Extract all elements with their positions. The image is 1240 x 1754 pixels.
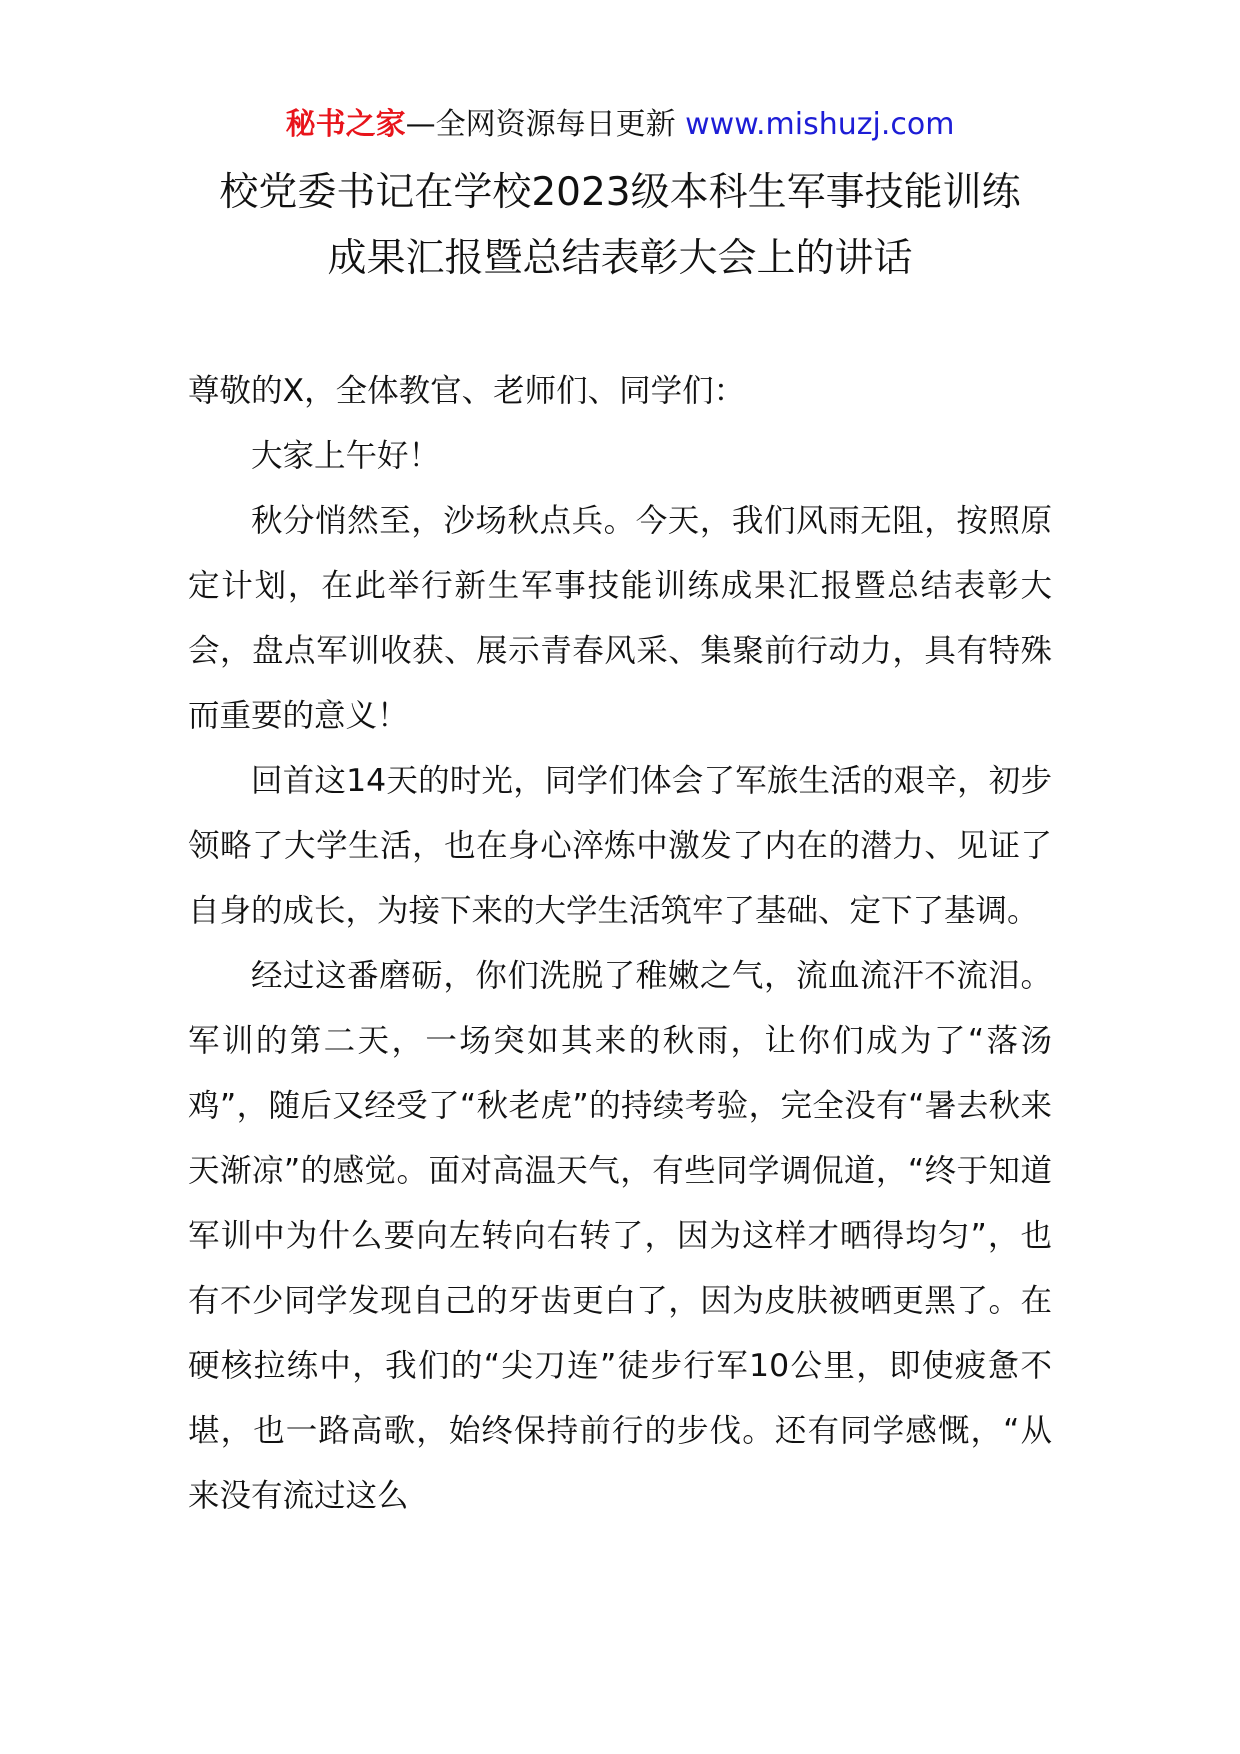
document-title [0, 160, 1240, 292]
brand-name: 秘书之家 [285, 107, 406, 142]
body-paragraph: 秋分悄然至，沙场秋点兵。今天，我们风雨无阻，按照原定计划，在此举行新生军事技能训练成果汇报暨总结表彰大会，盘点军训收获、展示青春风采、集聚前行动力，具有特殊而重要的意义！ [188, 503, 1052, 734]
header-tagline: —全网资源每日更新 [405, 107, 686, 142]
body-paragraph: 经过这番磨砺，你们洗脱了稚嫩之气，流血流汗不流泪。军训的第二天，一场突如其来的秋雨，让你们成为了“落汤鸡”，随后又经受了“秋老虎”的持续考验，完全没有“暑去秋来天渐凉”的感觉。面对高温天气，有些同学调侃道，“终于知道军训中为什么要向左转向右转了，因为这样才晒得均匀”，也有不少同学发现自己的牙齿更白了，因为皮肤被晒更黑了。在硬核拉练中，我们的“尖刀连”徒步行军10公里，即使疲惫不堪，也一路高歌，始终保持前行的步伐。还有同学感慨，“从来没有流过这么 [188, 958, 1052, 1514]
title-line-2: 成果汇报暨总结表彰大会上的讲话 [327, 236, 913, 281]
body-paragraph: 回首这14天的时光，同学们体会了军旅生活的艰辛，初步领略了大学生活，也在身心淬炼中激发了内在的潜力、见证了自身的成长，为接下来的大学生活筑牢了基础、定下了基调。 [188, 763, 1052, 929]
title-line-1: 校党委书记在学校2023级本科生军事技能训练 [219, 170, 1021, 215]
site-header [0, 100, 1240, 150]
site-url-link[interactable]: www.mishuzj.com [685, 107, 955, 142]
greeting-paragraph: 大家上午好！ [251, 438, 441, 474]
salutation: 尊敬的X，全体教官、老师们、同学们： [188, 373, 746, 409]
speech-body [188, 359, 1052, 1529]
